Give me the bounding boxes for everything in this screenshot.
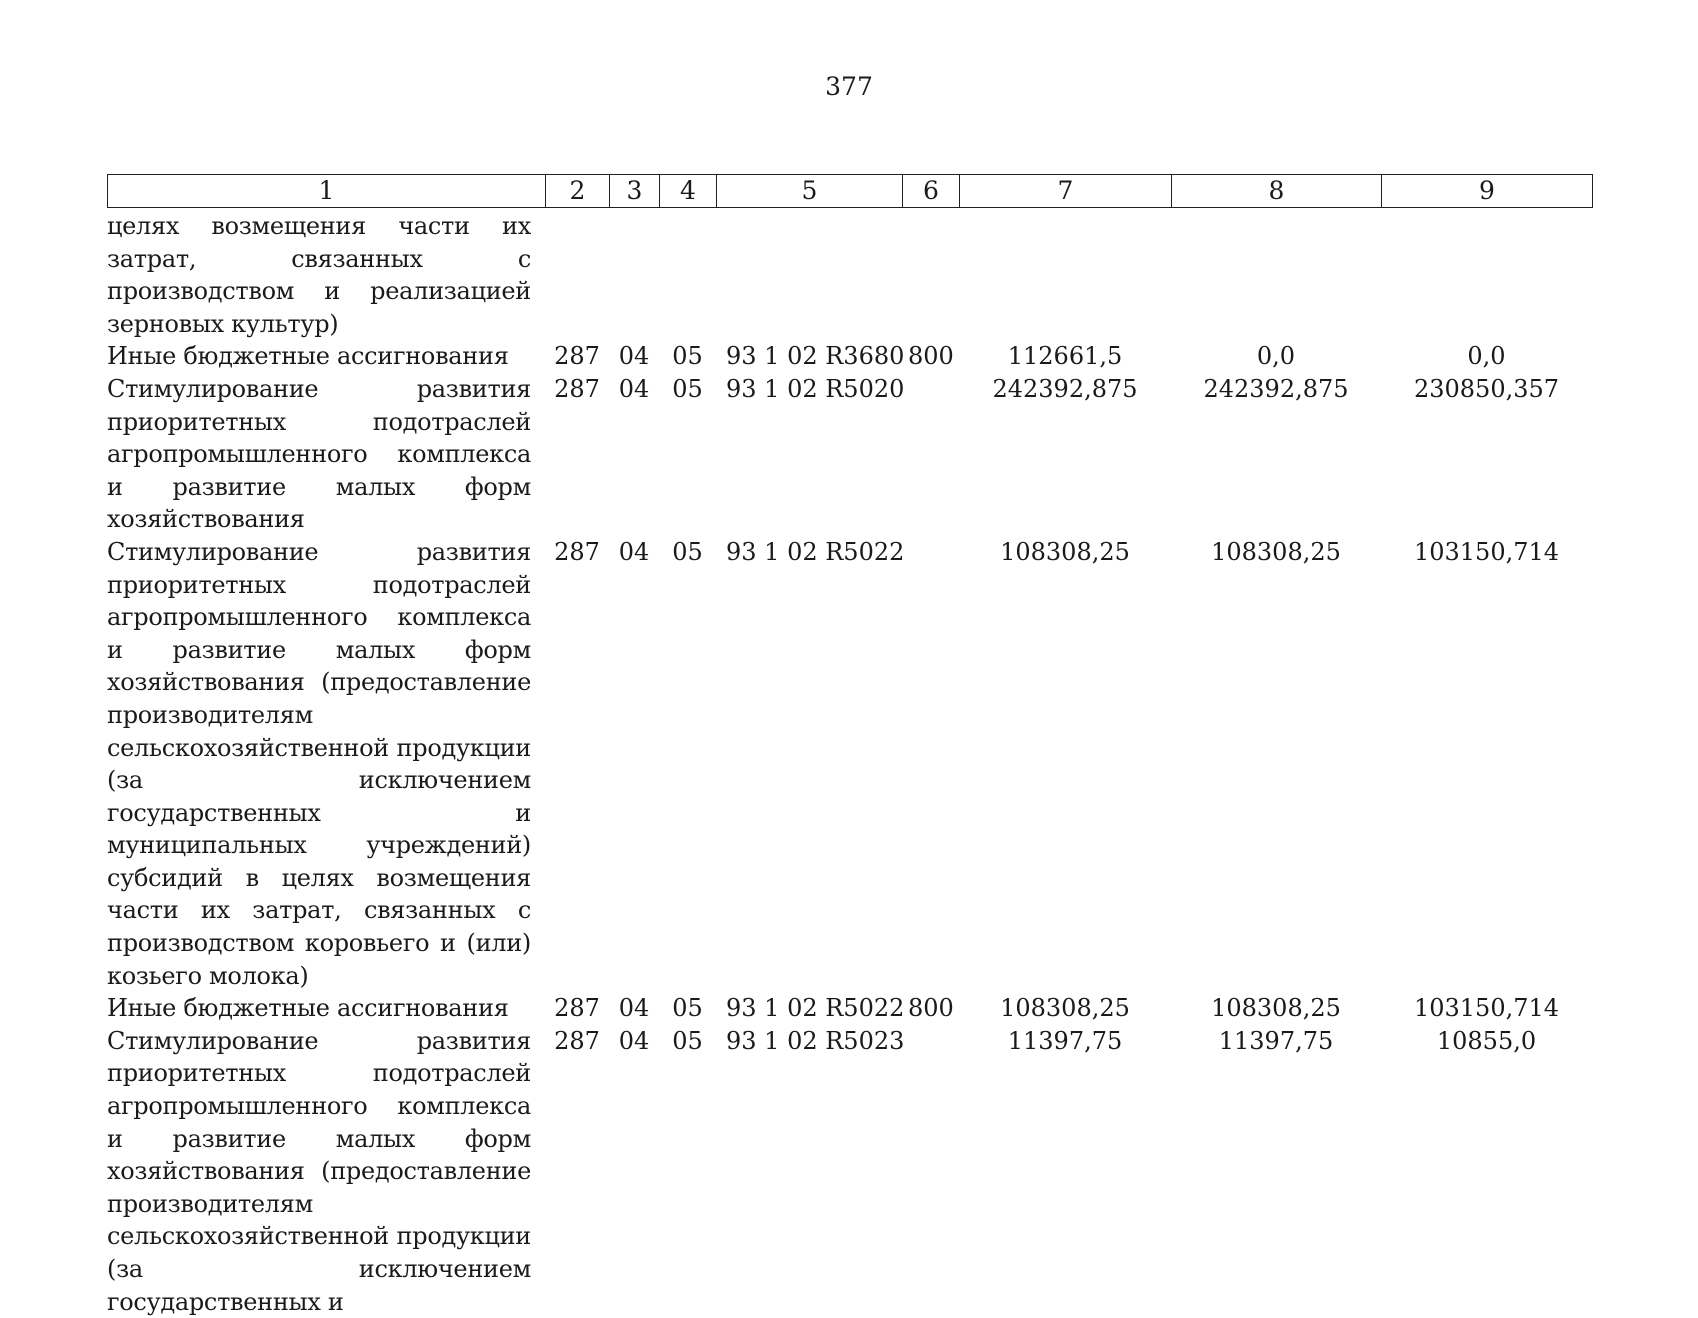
row-target-article: 93 1 02 R5020 [726, 374, 905, 403]
row-expense-type: 800 [908, 342, 954, 371]
row-amount-col-9: 230850,357 [1413, 374, 1560, 403]
row-section-code: 04 [618, 342, 650, 371]
row-description: Иные бюджетные ассигнования [107, 342, 509, 371]
row-target-article: 93 1 02 R5022 [726, 537, 905, 566]
row-section-code: 04 [618, 537, 650, 566]
row-amount-col-8: 108308,25 [1211, 994, 1341, 1023]
row-amount-col-8: 108308,25 [1211, 537, 1341, 566]
row-expense-type [902, 536, 959, 992]
table-row [107, 992, 1592, 1025]
row-ministry-code: 287 [554, 374, 600, 403]
row-amount-col-9: 10855,0 [1436, 1026, 1537, 1055]
table-row [107, 373, 1592, 536]
table-row [107, 340, 1592, 373]
header-col-5: 5 [717, 175, 903, 208]
row-subsection-code: 05 [672, 342, 703, 371]
row-amount-col-7: 112661,5 [1007, 342, 1123, 371]
row-ministry-code: 287 [554, 342, 600, 371]
row-amount-col-8 [1171, 210, 1381, 340]
row-target-article: 93 1 02 R5022 [726, 994, 905, 1023]
row-amount-col-8: 242392,875 [1203, 374, 1349, 403]
header-col-2: 2 [546, 175, 610, 208]
budget-table [107, 210, 1592, 1318]
row-amount-col-9 [1381, 210, 1592, 340]
row-amount-col-7 [959, 210, 1171, 340]
row-description: Стимулирование развития приоритетных подотраслей агропромышленного комплекса и развитие малых форм хозяйствования (предоставление производителям сельскохозяйственной продукции (за исключением государственных и муниципальных учреждений) субсидий в целях возмещения части их затрат, связанных с производством коровьего и (или) козьего молока) [107, 537, 531, 990]
header-col-9: 9 [1382, 175, 1593, 208]
header-col-6: 6 [903, 175, 960, 208]
header-col-3: 3 [610, 175, 660, 208]
row-ministry-code [545, 210, 609, 340]
header-col-7: 7 [960, 175, 1172, 208]
row-section-code: 04 [618, 1026, 650, 1055]
header-col-1: 1 [108, 175, 546, 208]
row-amount-col-7: 108308,25 [1000, 537, 1130, 566]
row-description: Стимулирование развития приоритетных подотраслей агропромышленного комплекса и развитие малых форм хозяйствования [107, 374, 531, 534]
row-description: целях возмещения части их затрат, связанных с производством и реализацией зерновых культур) [107, 212, 531, 338]
header-row [108, 175, 1593, 208]
row-target-article: 93 1 02 R3680 [726, 342, 905, 371]
row-description: Стимулирование развития приоритетных подотраслей агропромышленного комплекса и развитие малых форм хозяйствования (предоставление производителям сельскохозяйственной продукции (за исключением государственных и [107, 1026, 531, 1316]
header-col-4: 4 [660, 175, 717, 208]
row-ministry-code: 287 [554, 537, 600, 566]
row-ministry-code: 287 [554, 1026, 600, 1055]
row-section-code: 04 [618, 374, 650, 403]
row-target-article: 93 1 02 R5023 [726, 1026, 905, 1055]
header-col-8: 8 [1172, 175, 1382, 208]
row-amount-col-7: 108308,25 [1000, 994, 1130, 1023]
table-row [107, 210, 1592, 340]
row-section-code [609, 210, 659, 340]
row-target-article [716, 210, 902, 340]
row-expense-type [902, 210, 959, 340]
row-amount-col-8: 11397,75 [1218, 1026, 1334, 1055]
row-subsection-code: 05 [672, 1026, 703, 1055]
row-amount-col-7: 242392,875 [992, 374, 1138, 403]
row-subsection-code: 05 [672, 374, 703, 403]
row-amount-col-8: 0,0 [1256, 342, 1296, 371]
row-description: Иные бюджетные ассигнования [107, 994, 509, 1023]
row-amount-col-9: 0,0 [1467, 342, 1506, 371]
row-subsection-code [659, 210, 716, 340]
row-subsection-code: 05 [672, 537, 703, 566]
row-amount-col-9: 103150,714 [1413, 537, 1560, 566]
row-amount-col-7: 11397,75 [1007, 1026, 1123, 1055]
row-amount-col-9: 103150,714 [1413, 994, 1560, 1023]
row-subsection-code: 05 [672, 994, 703, 1023]
row-expense-type [902, 1025, 959, 1318]
column-number-header [107, 174, 1593, 208]
row-expense-type [902, 373, 959, 536]
page-number: 377 [825, 72, 873, 101]
table-row [107, 536, 1592, 992]
row-section-code: 04 [618, 994, 650, 1023]
row-ministry-code: 287 [554, 994, 600, 1023]
table-row [107, 1025, 1592, 1318]
row-expense-type: 800 [908, 994, 954, 1023]
